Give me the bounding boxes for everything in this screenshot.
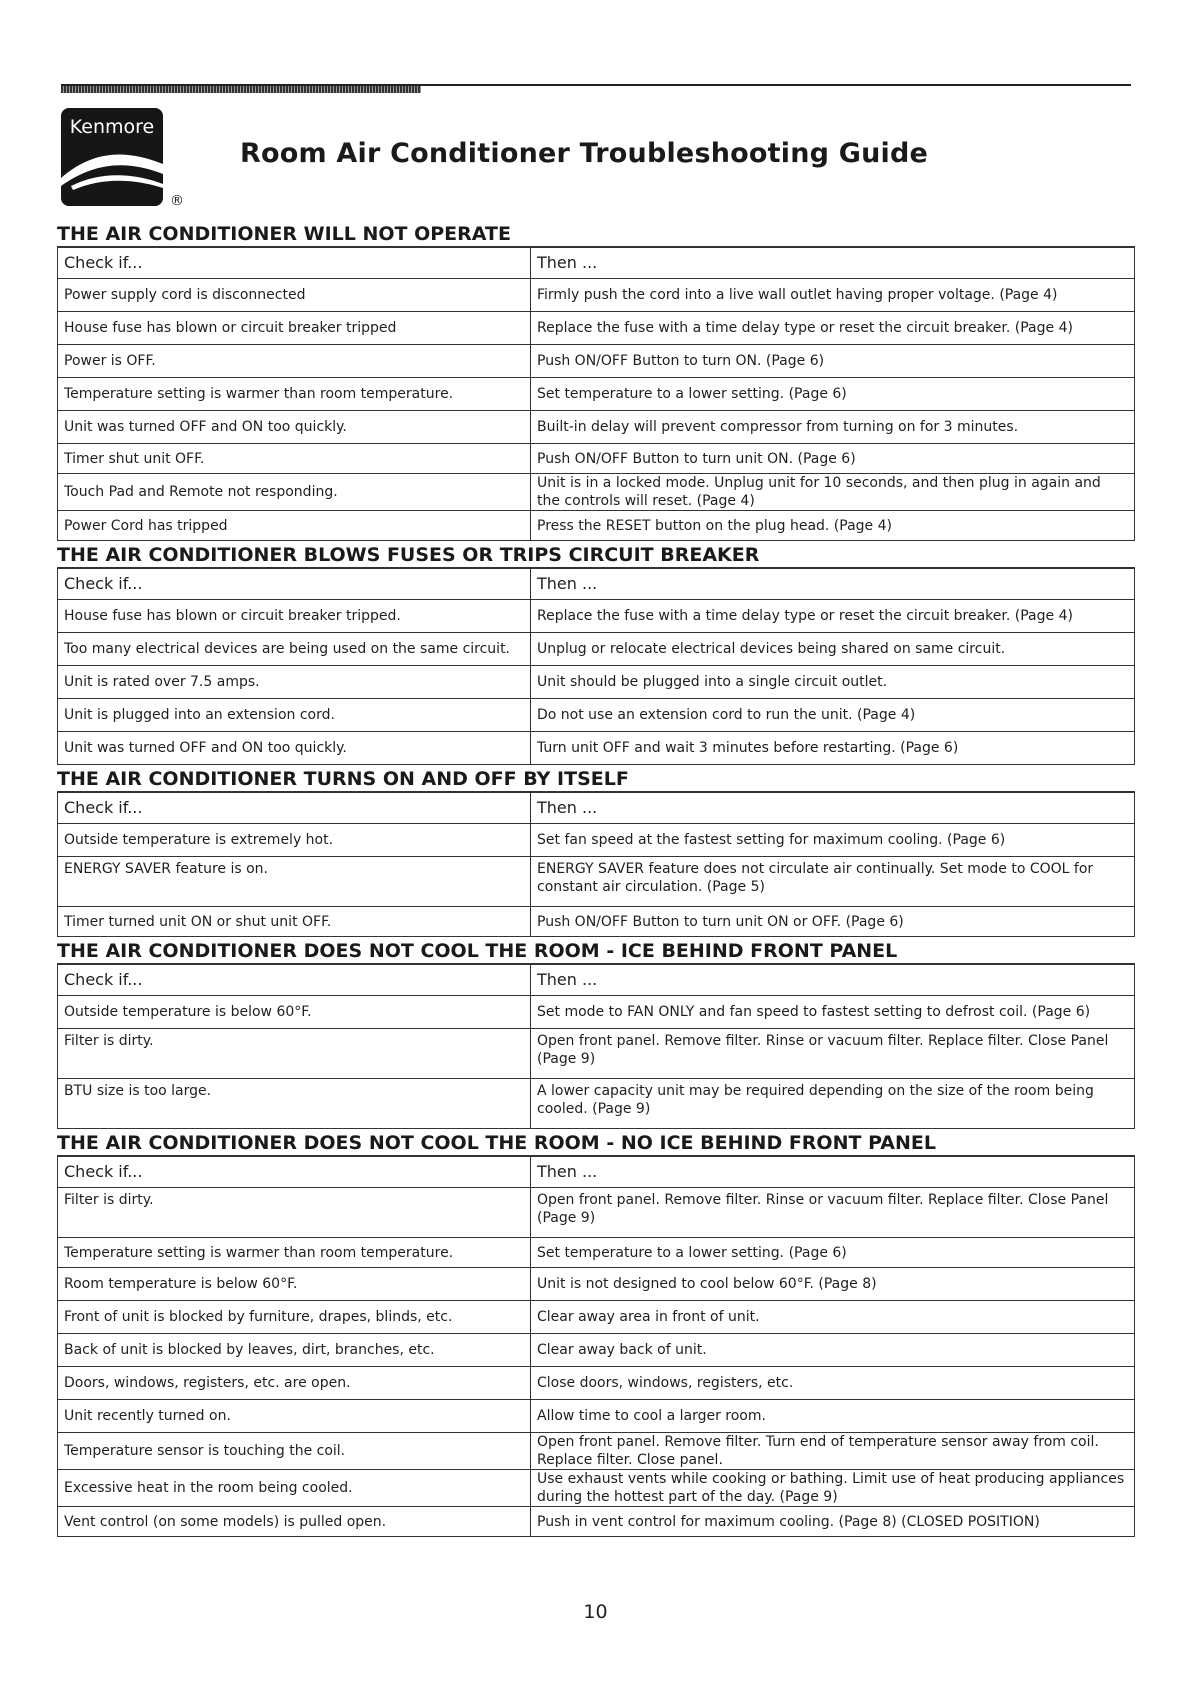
logo-text: Kenmore — [69, 116, 155, 138]
col-header-then: Then ... — [531, 793, 1135, 824]
page-title: Room Air Conditioner Troubleshooting Guide — [240, 138, 929, 169]
troubleshooting-table — [57, 964, 1135, 1129]
then-cell: Clear away back of unit. — [531, 1334, 1135, 1367]
check-cell: Filter is dirty. — [58, 1029, 531, 1079]
then-cell: Push ON/OFF Button to turn unit ON. (Page 6) — [531, 444, 1135, 474]
check-cell: Filter is dirty. — [58, 1188, 531, 1238]
table-row — [58, 699, 1135, 732]
then-cell: Unit should be plugged into a single circuit outlet. — [531, 666, 1135, 699]
check-cell: Unit recently turned on. — [58, 1400, 531, 1433]
table-row — [58, 666, 1135, 699]
then-cell: ENERGY SAVER feature does not circulate air continually. Set mode to COOL for constant air circulation. (Page 5) — [531, 857, 1135, 907]
then-cell: Firmly push the cord into a live wall outlet having proper voltage. (Page 4) — [531, 279, 1135, 312]
table-row — [58, 345, 1135, 378]
table-row — [58, 1334, 1135, 1367]
check-cell: Outside temperature is extremely hot. — [58, 824, 531, 857]
table-row — [58, 511, 1135, 541]
check-cell: Outside temperature is below 60°F. — [58, 996, 531, 1029]
section-heading: THE AIR CONDITIONER DOES NOT COOL THE ROOM - ICE BEHIND FRONT PANEL — [57, 937, 1135, 964]
then-cell: Set temperature to a lower setting. (Page 6) — [531, 1238, 1135, 1268]
then-cell: Push ON/OFF Button to turn ON. (Page 6) — [531, 345, 1135, 378]
then-cell: Close doors, windows, registers, etc. — [531, 1367, 1135, 1400]
check-cell: Unit is plugged into an extension cord. — [58, 699, 531, 732]
then-cell: Set temperature to a lower setting. (Page 6) — [531, 378, 1135, 411]
then-cell: Built-in delay will prevent compressor from turning on for 3 minutes. — [531, 411, 1135, 444]
table-row — [58, 474, 1135, 511]
troubleshooting-table — [57, 568, 1135, 765]
check-cell: ENERGY SAVER feature is on. — [58, 857, 531, 907]
then-cell: Push ON/OFF Button to turn unit ON or OFF. (Page 6) — [531, 907, 1135, 937]
table-row — [58, 996, 1135, 1029]
table-row — [58, 1507, 1135, 1537]
section-heading: THE AIR CONDITIONER WILL NOT OPERATE — [57, 220, 1135, 247]
table-row — [58, 1268, 1135, 1301]
check-cell: Temperature sensor is touching the coil. — [58, 1433, 531, 1470]
then-cell: Do not use an extension cord to run the unit. (Page 4) — [531, 699, 1135, 732]
troubleshooting-content — [57, 220, 1135, 1537]
check-cell: Touch Pad and Remote not responding. — [58, 474, 531, 511]
then-cell: Unit is not designed to cool below 60°F. (Page 8) — [531, 1268, 1135, 1301]
check-cell: Power supply cord is disconnected — [58, 279, 531, 312]
check-cell: House fuse has blown or circuit breaker tripped — [58, 312, 531, 345]
check-cell: Temperature setting is warmer than room temperature. — [58, 378, 531, 411]
table-row — [58, 633, 1135, 666]
then-cell: Turn unit OFF and wait 3 minutes before restarting. (Page 6) — [531, 732, 1135, 765]
table-row — [58, 312, 1135, 345]
check-cell: Unit was turned OFF and ON too quickly. — [58, 732, 531, 765]
then-cell: Open front panel. Remove filter. Rinse or vacuum filter. Replace filter. Close Panel (Page 9) — [531, 1188, 1135, 1238]
table-row — [58, 279, 1135, 312]
table-row — [58, 600, 1135, 633]
col-header-check: Check if... — [58, 248, 531, 279]
check-cell: Too many electrical devices are being used on the same circuit. — [58, 633, 531, 666]
then-cell: Set mode to FAN ONLY and fan speed to fastest setting to defrost coil. (Page 6) — [531, 996, 1135, 1029]
then-cell: Set fan speed at the fastest setting for maximum cooling. (Page 6) — [531, 824, 1135, 857]
section-heading: THE AIR CONDITIONER DOES NOT COOL THE ROOM - NO ICE BEHIND FRONT PANEL — [57, 1129, 1135, 1156]
check-cell: House fuse has blown or circuit breaker tripped. — [58, 600, 531, 633]
table-row — [58, 378, 1135, 411]
check-cell: Vent control (on some models) is pulled open. — [58, 1507, 531, 1537]
then-cell: Unplug or relocate electrical devices being shared on same circuit. — [531, 633, 1135, 666]
check-cell: Front of unit is blocked by furniture, drapes, blinds, etc. — [58, 1301, 531, 1334]
then-cell: Replace the fuse with a time delay type or reset the circuit breaker. (Page 4) — [531, 600, 1135, 633]
check-cell: Room temperature is below 60°F. — [58, 1268, 531, 1301]
header-rule — [61, 84, 1131, 86]
page-number: 10 — [583, 1601, 608, 1623]
table-row — [58, 1029, 1135, 1079]
table-row — [58, 857, 1135, 907]
table-row — [58, 1238, 1135, 1268]
section-heading: THE AIR CONDITIONER BLOWS FUSES OR TRIPS CIRCUIT BREAKER — [57, 541, 1135, 568]
table-header-row — [58, 793, 1135, 824]
table-row — [58, 1433, 1135, 1470]
then-cell: Clear away area in front of unit. — [531, 1301, 1135, 1334]
then-cell: A lower capacity unit may be required depending on the size of the room being cooled. (Page 9) — [531, 1079, 1135, 1129]
table-row — [58, 732, 1135, 765]
check-cell: Unit was turned OFF and ON too quickly. — [58, 411, 531, 444]
then-cell: Replace the fuse with a time delay type or reset the circuit breaker. (Page 4) — [531, 312, 1135, 345]
table-header-row — [58, 248, 1135, 279]
table-header-row — [58, 965, 1135, 996]
table-row — [58, 824, 1135, 857]
table-row — [58, 444, 1135, 474]
check-cell: Doors, windows, registers, etc. are open. — [58, 1367, 531, 1400]
then-cell: Press the RESET button on the plug head. (Page 4) — [531, 511, 1135, 541]
troubleshooting-table — [57, 792, 1135, 937]
check-cell: Timer shut unit OFF. — [58, 444, 531, 474]
kenmore-logo — [61, 108, 163, 206]
col-header-check: Check if... — [58, 1157, 531, 1188]
troubleshooting-table — [57, 247, 1135, 541]
troubleshooting-table — [57, 1156, 1135, 1537]
check-cell: Power is OFF. — [58, 345, 531, 378]
check-cell: Timer turned unit ON or shut unit OFF. — [58, 907, 531, 937]
col-header-check: Check if... — [58, 569, 531, 600]
table-row — [58, 1470, 1135, 1507]
then-cell: Unit is in a locked mode. Unplug unit for 10 seconds, and then plug in again and the controls will reset. (Page 4) — [531, 474, 1135, 511]
col-header-check: Check if... — [58, 793, 531, 824]
table-header-row — [58, 569, 1135, 600]
check-cell: Power Cord has tripped — [58, 511, 531, 541]
registered-mark: ® — [170, 193, 184, 209]
section-heading: THE AIR CONDITIONER TURNS ON AND OFF BY ITSELF — [57, 765, 1135, 792]
table-row — [58, 907, 1135, 937]
then-cell: Open front panel. Remove filter. Rinse or vacuum filter. Replace filter. Close Panel (Page 9) — [531, 1029, 1135, 1079]
col-header-then: Then ... — [531, 1157, 1135, 1188]
table-row — [58, 1188, 1135, 1238]
col-header-then: Then ... — [531, 965, 1135, 996]
then-cell: Push in vent control for maximum cooling. (Page 8) (CLOSED POSITION) — [531, 1507, 1135, 1537]
then-cell: Use exhaust vents while cooking or bathing. Limit use of heat producing appliances during the hottest part of the day. (Page 9) — [531, 1470, 1135, 1507]
check-cell: Excessive heat in the room being cooled. — [58, 1470, 531, 1507]
table-row — [58, 1367, 1135, 1400]
col-header-check: Check if... — [58, 965, 531, 996]
check-cell: BTU size is too large. — [58, 1079, 531, 1129]
then-cell: Allow time to cool a larger room. — [531, 1400, 1135, 1433]
then-cell: Open front panel. Remove filter. Turn end of temperature sensor away from coil. Replace filter. Close panel. — [531, 1433, 1135, 1470]
table-header-row — [58, 1157, 1135, 1188]
table-row — [58, 1400, 1135, 1433]
col-header-then: Then ... — [531, 569, 1135, 600]
table-row — [58, 411, 1135, 444]
check-cell: Back of unit is blocked by leaves, dirt, branches, etc. — [58, 1334, 531, 1367]
table-row — [58, 1079, 1135, 1129]
col-header-then: Then ... — [531, 248, 1135, 279]
logo-swoosh-icon — [61, 108, 163, 206]
check-cell: Temperature setting is warmer than room temperature. — [58, 1238, 531, 1268]
table-row — [58, 1301, 1135, 1334]
check-cell: Unit is rated over 7.5 amps. — [58, 666, 531, 699]
